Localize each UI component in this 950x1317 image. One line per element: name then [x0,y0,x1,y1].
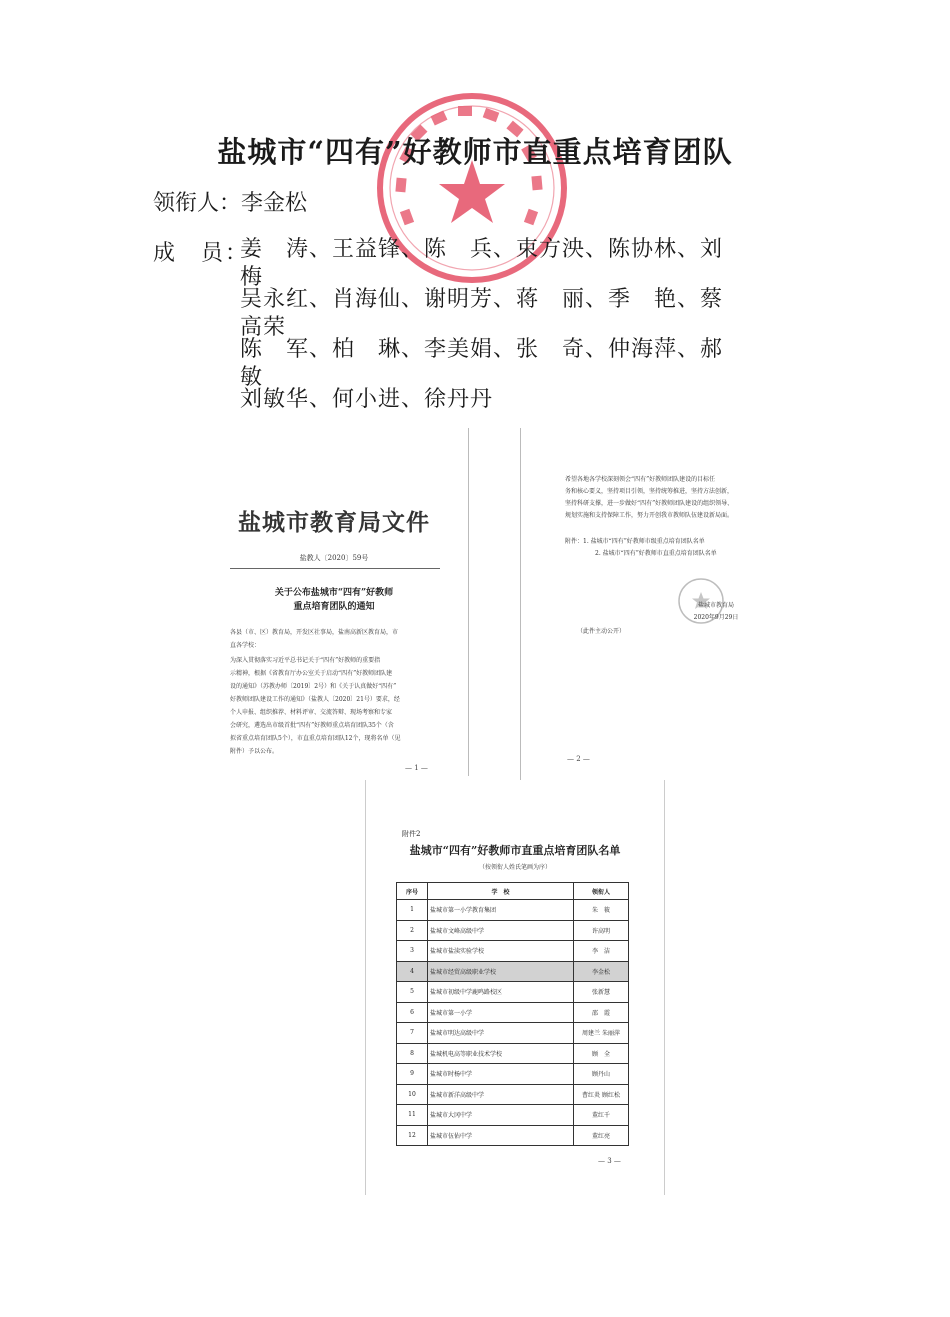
attachment-subtitle: （按领衔人姓氏笔画为序） [478,864,551,871]
row-number: 4 [397,961,428,982]
leader-cell: 许高明 [574,920,629,941]
body-line: 设的通知》（苏教办师〔2019〕2号）和《关于认真做好“四有” [230,683,397,690]
attachment-line: 2. 盐城市“四有”好教师市直重点培育团队名单 [595,550,717,557]
scanned-page-3 [365,780,665,1195]
table-row [397,1023,629,1044]
school-cell: 盐城机电高等职业技术学校 [428,1043,574,1064]
leader-cell: 顾丹山 [574,1064,629,1085]
table-row [397,1084,629,1105]
leader-cell: 李 洁 [574,941,629,962]
leader-cell: 顾 全 [574,1043,629,1064]
row-number: 9 [397,1064,428,1085]
body-line: 示精神，根据《省教育厅办公室关于启动“四有”好教师团队建 [230,670,393,677]
row-number: 1 [397,900,428,921]
teams-table [396,882,629,1146]
notice-title-line: 重点培育团队的通知 [293,602,375,612]
table-row [397,1002,629,1023]
attachment-label: 附件2 [402,830,421,838]
page-number: — 3 — [598,1157,621,1165]
table-row-highlighted [397,961,629,982]
leader-cell: 董红亮 [574,1125,629,1146]
page-title: 盐城市“四有”好教师市直重点培育团队 [217,135,733,169]
scanned-page-1 [200,428,469,776]
addressee-line: 各县（市、区）教育局，开发区社事局，盐南高新区教育局，市 [230,629,399,636]
school-cell: 盐城市时杨中学 [428,1064,574,1085]
body-line: 希望各地各学校深刻领会“四有”好教师团队建设的目标任 [565,476,716,483]
body-line: 规划实施和支持保障工作，努力开创我市教师队伍建设新局面。 [565,512,734,519]
school-cell: 盐城市盐渎实验学校 [428,941,574,962]
leader-cell: 朱 筱 [574,900,629,921]
table-row [397,1064,629,1085]
leader-label: 领衔人： [153,191,242,216]
leader-cell: 周建兰 朱丽萍 [574,1023,629,1044]
column-header: 学 校 [428,883,574,900]
leader-line [153,186,307,217]
leader-cell: 董红千 [574,1105,629,1126]
row-number: 10 [397,1084,428,1105]
member-line: 吴永红、肖海仙、谢明芳、蒋 丽、季 艳、蔡高荣 [240,287,724,340]
body-line: 为深入贯彻落实习近平总书记关于“四有”好教师的重要指 [230,657,381,664]
row-number: 7 [397,1023,428,1044]
member-line: 姜 涛、王益锋、陈 兵、束方泱、陈协林、刘 梅 [240,237,747,290]
members-list [240,236,745,436]
table-row [397,900,629,921]
document-number: 盐教人〔2020〕59号 [299,554,369,562]
body-line: 个人申报、组织推荐、材料评审、交流答辩、现场考察和专家 [230,709,393,716]
body-line: 坚持科研支撑，进一步做好“四有”好教师团队建设的组织领导、 [565,500,734,507]
page-number: — 1 — [405,764,428,772]
leader-name: 李金松 [241,191,308,216]
attachment-title: 盐城市“四有”好教师市直重点培育团队名单 [409,844,621,857]
row-number: 8 [397,1043,428,1064]
column-header: 序号 [397,883,428,900]
member-line: 刘敏华、何小进、徐丹丹 [240,387,494,412]
row-number: 11 [397,1105,428,1126]
page-number: — 2 — [567,755,590,763]
column-header: 领衔人 [574,883,629,900]
table-row [397,1125,629,1146]
table-row [397,920,629,941]
table-header-row [397,883,629,900]
body-line: 会研究，遴选出市级首批“四有”好教师重点培育团队35个（含 [230,722,394,729]
notice-title-line: 关于公布盐城市“四有”好教师 [274,588,394,598]
issue-date: 2020年9月29日 [693,614,739,621]
issuer-name: 盐城市教育局 [697,602,734,609]
leader-cell: 李金松 [574,961,629,982]
school-cell: 盐城市新洋高级中学 [428,1084,574,1105]
body-line: 务和核心要义，坚持项目引领，坚持统筹推进，坚持方法创新， [565,488,734,495]
addressee [230,626,440,652]
leader-cell: 曹红炎 顾红松 [574,1084,629,1105]
table-row [397,1105,629,1126]
body-line: 拟省重点培育团队5个），市直重点培育团队12个，现将名单（见 [230,735,401,742]
school-cell: 盐城市明达高级中学 [428,1023,574,1044]
table-row [397,1043,629,1064]
leader-cell: 张新慧 [574,982,629,1003]
notice-body [230,654,440,758]
row-number: 3 [397,941,428,962]
scanned-page-2 [520,428,783,798]
leader-cell: 邵 霞 [574,1002,629,1023]
notice-title [200,586,468,614]
body-line: 附件）予以公布。 [230,748,279,755]
header-divider [230,568,440,569]
body-line: 好教师团队建设工作的通知》（盐教人〔2020〕21号）要求，经 [230,696,400,703]
issuer-block [671,600,761,624]
row-number: 5 [397,982,428,1003]
attachments [565,536,765,560]
addressee-line: 直各学校： [230,642,261,649]
school-cell: 盐城市第一小学 [428,1002,574,1023]
attachment-line: 附件：1. 盐城市“四有”好教师市级重点培育团队名单 [565,538,705,545]
school-cell: 盐城市第一小学教育集团 [428,900,574,921]
row-number: 2 [397,920,428,941]
school-cell: 盐城市初级中学鹿鸣路校区 [428,982,574,1003]
row-number: 6 [397,1002,428,1023]
school-cell: 盐城市伍佑中学 [428,1125,574,1146]
document-header: 盐城市教育局文件 [238,509,430,536]
disclosure-note: （此件主动公开） [577,628,626,635]
school-cell: 盐城市大冈中学 [428,1105,574,1126]
school-cell: 盐城市经贸高级职业学校 [428,961,574,982]
school-cell: 盐城市文峰高级中学 [428,920,574,941]
table-row [397,982,629,1003]
notice-body-continued [565,474,765,522]
row-number: 12 [397,1125,428,1146]
member-line: 陈 军、柏 琳、李美娟、张 奇、仲海萍、郝 敏 [240,337,747,390]
members-label: 成 员： [153,241,250,266]
table-row [397,941,629,962]
